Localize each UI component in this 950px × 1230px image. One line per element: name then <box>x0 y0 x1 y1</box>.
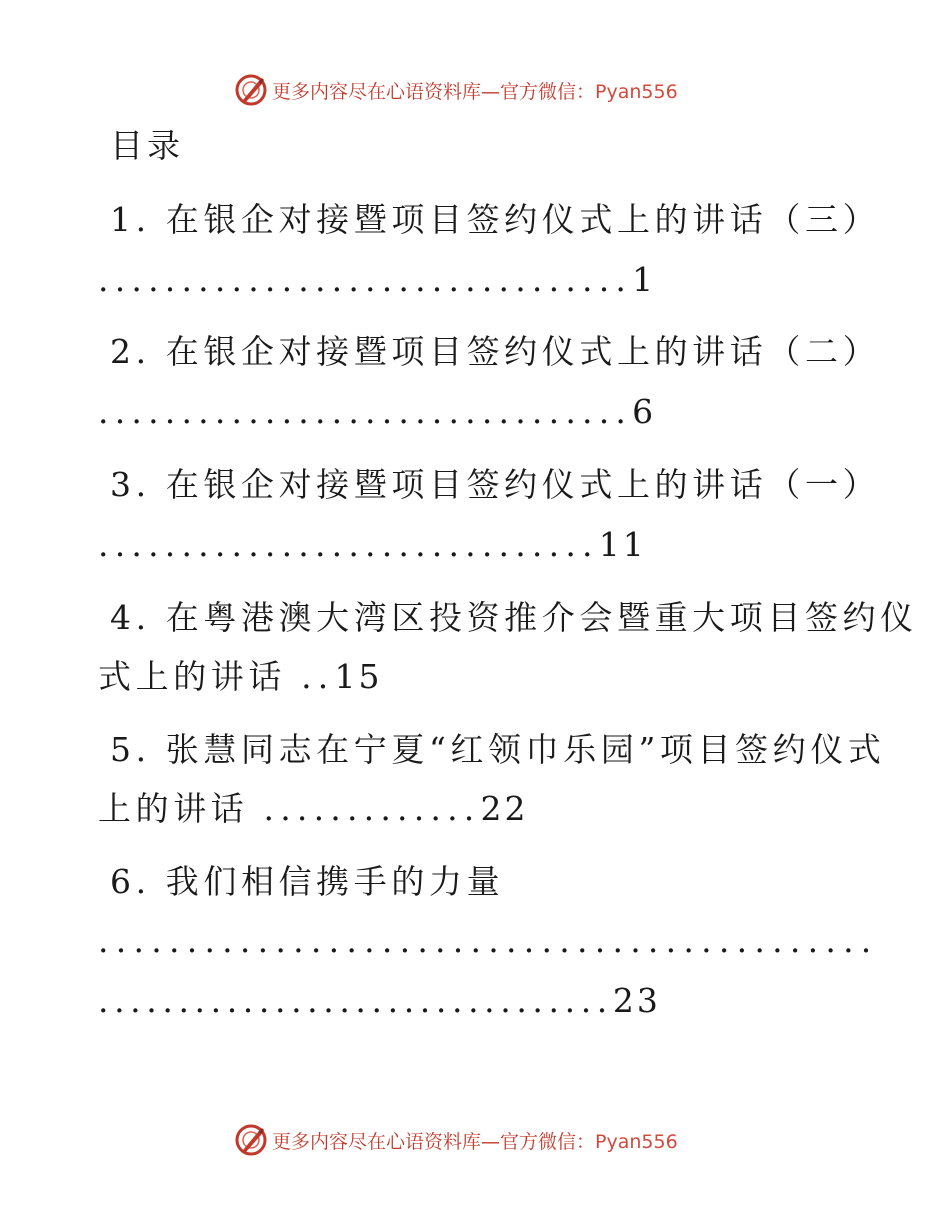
toc-entry-page: 6 <box>632 392 657 431</box>
toc-entry-1[interactable] <box>110 200 880 240</box>
pen-logo-icon <box>234 73 268 107</box>
wechat-account: Pyan556 <box>595 80 678 103</box>
wechat-account: Pyan556 <box>595 1130 678 1153</box>
toc-title: 目录 <box>110 126 184 165</box>
dot-leader: ............. <box>263 789 481 828</box>
toc-entry-title: 在银企对接暨项目签约仪式上的讲话（三） <box>165 200 881 239</box>
dot-leader: ............................................ <box>98 921 879 960</box>
banner-text: 更多内容尽在心语资料库—官方微信：Pyan556 <box>272 1130 678 1153</box>
toc-entry-5-continuation[interactable] <box>98 789 528 829</box>
toc-entry-title: 我们相信携手的力量 <box>165 862 505 901</box>
toc-entry-2[interactable] <box>110 332 880 372</box>
dot-leader: ................................ <box>98 392 633 431</box>
header-watermark-banner <box>234 72 678 108</box>
toc-entry-title: 在银企对接暨项目签约仪式上的讲话（一） <box>165 465 881 504</box>
banner-text: 更多内容尽在心语资料库—官方微信：Pyan556 <box>272 80 678 103</box>
dot-leader: .. <box>301 657 335 696</box>
footer-watermark-banner <box>234 1122 678 1158</box>
toc-entry-4-continuation[interactable] <box>98 657 382 697</box>
toc-entry-number: 5. <box>110 730 151 769</box>
toc-entry-6-leader-line[interactable] <box>98 981 661 1021</box>
toc-entry-number: 2. <box>110 332 151 371</box>
dot-leader: .............................. <box>98 525 599 564</box>
dot-leader: ................................ <box>98 981 613 1020</box>
toc-entry-5[interactable] <box>110 730 886 770</box>
toc-entry-title: 在粤港澳大湾区投资推介会暨重大项目签约仪 <box>165 598 918 637</box>
toc-entry-title-continued: 上的讲话 <box>98 789 264 828</box>
toc-entry-2-leader-line[interactable] <box>98 392 656 432</box>
toc-entry-page: 22 <box>480 789 529 828</box>
toc-entry-title: 张慧同志在宁夏“红领巾乐园”项目签约仪式 <box>165 730 886 769</box>
toc-entry-4[interactable] <box>110 598 918 638</box>
toc-entry-number: 3. <box>110 465 151 504</box>
toc-entry-page: 15 <box>334 657 383 696</box>
toc-entry-6[interactable] <box>110 862 504 902</box>
toc-entry-number: 1. <box>110 200 151 239</box>
toc-entry-3-leader-line[interactable] <box>98 525 647 565</box>
toc-entry-page: 11 <box>598 525 647 564</box>
toc-entry-6-leader-full[interactable] <box>98 921 879 961</box>
pen-logo-icon <box>234 1123 268 1157</box>
toc-entry-title-continued: 式上的讲话 <box>98 657 302 696</box>
toc-entry-page: 23 <box>612 981 661 1020</box>
toc-entry-number: 4. <box>110 598 151 637</box>
dot-leader: ................................ <box>98 260 633 299</box>
toc-entry-number: 6. <box>110 862 151 901</box>
toc-entry-1-leader-line[interactable] <box>98 260 656 300</box>
toc-entry-page: 1 <box>632 260 657 299</box>
toc-entry-3[interactable] <box>110 465 880 505</box>
toc-entry-title: 在银企对接暨项目签约仪式上的讲话（二） <box>165 332 881 371</box>
